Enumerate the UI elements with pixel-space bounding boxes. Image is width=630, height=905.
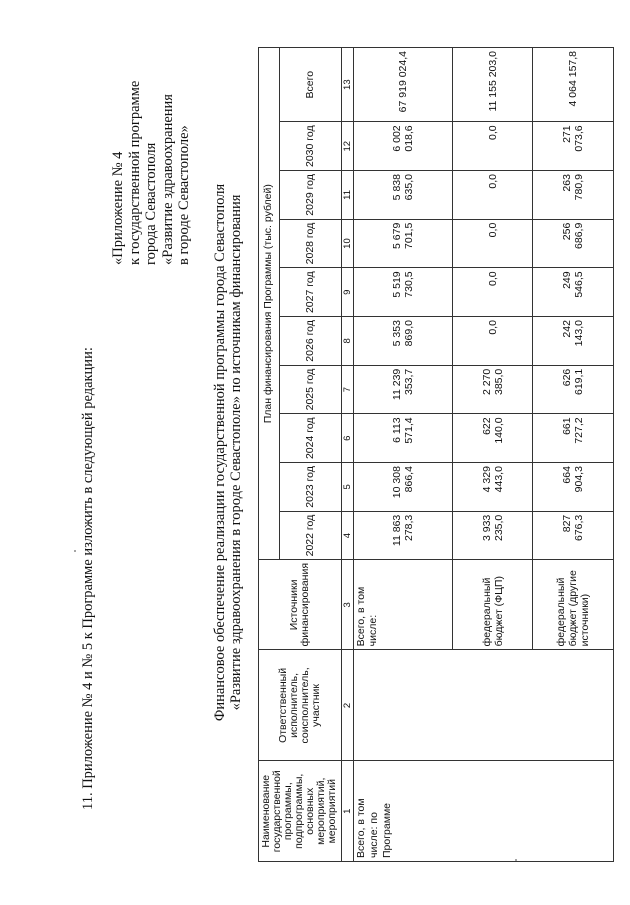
col-number: 4 (341, 511, 353, 560)
responsible-cell (353, 650, 613, 761)
col-number: 1 (341, 761, 353, 862)
value-cell: 0,0 (452, 317, 532, 366)
source-cell: федеральный бюджет (другие источники) (533, 560, 614, 650)
header-year: 2030 год (279, 122, 341, 171)
appendix-line: к государственной программе (126, 80, 143, 265)
header-total: Всего (279, 48, 341, 122)
header-year: 2022 год (279, 511, 341, 560)
value-cell: 5 519 730,5 (353, 268, 452, 317)
value-cell: 664 904,3 (533, 463, 614, 512)
col-number: 12 (341, 122, 353, 171)
financing-table (258, 47, 614, 862)
appendix-line: «Приложение № 4 (110, 151, 126, 265)
col-number: 11 (341, 171, 353, 220)
header-year: 2027 год (279, 268, 341, 317)
value-cell: 5 838 635,0 (353, 171, 452, 220)
col-number: 9 (341, 268, 353, 317)
header-year: 2026 год (279, 317, 341, 366)
value-cell: 3 933 235,0 (452, 511, 532, 560)
header-year: 2028 год (279, 219, 341, 268)
value-cell: 11 863 278,3 (353, 511, 452, 560)
value-cell: 0,0 (452, 122, 532, 171)
col-number: 8 (341, 317, 353, 366)
value-cell: 622 140,0 (452, 414, 532, 463)
value-cell: 6 002 018,6 (353, 122, 452, 171)
header-plan: План финансирования Программы (тыс. рублей) (259, 48, 280, 560)
value-cell: 0,0 (452, 268, 532, 317)
header-name: Наименование государственной программы, подпрограммы, основных мероприятий, мероприятий (259, 761, 342, 862)
header-year: 2029 год (279, 171, 341, 220)
value-cell: 6 113 571,4 (353, 414, 452, 463)
value-cell: 256 686,9 (533, 219, 614, 268)
source-cell: федеральный бюджет (ФЦП) (452, 560, 532, 650)
col-number: 5 (341, 463, 353, 512)
scan-speck (74, 550, 76, 552)
col-number: 2 (341, 650, 353, 761)
col-number: 6 (341, 414, 353, 463)
source-cell: Всего, в том числе: (353, 560, 452, 650)
value-cell: 4 329 443,0 (452, 463, 532, 512)
value-cell: 249 546,5 (533, 268, 614, 317)
intro-text: 11. Приложение № 4 и № 5 к Программе изложить в следующей редакции: (80, 347, 96, 810)
appendix-line: города Севастополя (143, 142, 159, 265)
title-line: «Развитие здравоохранения в городе Севастополе» по источникам финансирования (228, 194, 244, 711)
value-cell: 263 780,9 (533, 171, 614, 220)
value-cell: 271 073,6 (533, 122, 614, 171)
scan-speck (515, 859, 517, 861)
total-cell: 67 919 024,4 (353, 48, 452, 122)
appendix-header (110, 5, 193, 265)
value-cell: 242 143,0 (533, 317, 614, 366)
value-cell: 2 270 385,0 (452, 365, 532, 414)
value-cell: 10 308 866,4 (353, 463, 452, 512)
header-source: Источники финансирования (259, 560, 342, 650)
document-title (212, 0, 244, 905)
program-name-cell: Всего, в том числе: по Программе (353, 761, 613, 862)
value-cell: 626 619,1 (533, 365, 614, 414)
value-cell: 5 679 701,5 (353, 219, 452, 268)
col-number: 3 (341, 560, 353, 650)
title-line: Финансовое обеспечение реализации государственной программы города Севастополя (212, 183, 228, 722)
col-number: 13 (341, 48, 353, 122)
value-cell: 11 239 353,7 (353, 365, 452, 414)
value-cell: 0,0 (452, 171, 532, 220)
value-cell: 0,0 (452, 219, 532, 268)
header-responsible: Ответственный исполнитель, соисполнитель, участник (259, 650, 342, 761)
appendix-line: «Развитие здравоохранения (159, 94, 176, 265)
value-cell: 827 676,3 (533, 511, 614, 560)
value-cell: 661 727,2 (533, 414, 614, 463)
header-year: 2023 год (279, 463, 341, 512)
header-year: 2024 год (279, 414, 341, 463)
total-cell: 11 155 203,0 (452, 48, 532, 122)
col-number: 10 (341, 219, 353, 268)
value-cell: 5 353 869,0 (353, 317, 452, 366)
appendix-line: в городе Севастополе» (176, 125, 192, 265)
col-number: 7 (341, 365, 353, 414)
total-cell: 4 064 157,8 (533, 48, 614, 122)
header-year: 2025 год (279, 365, 341, 414)
